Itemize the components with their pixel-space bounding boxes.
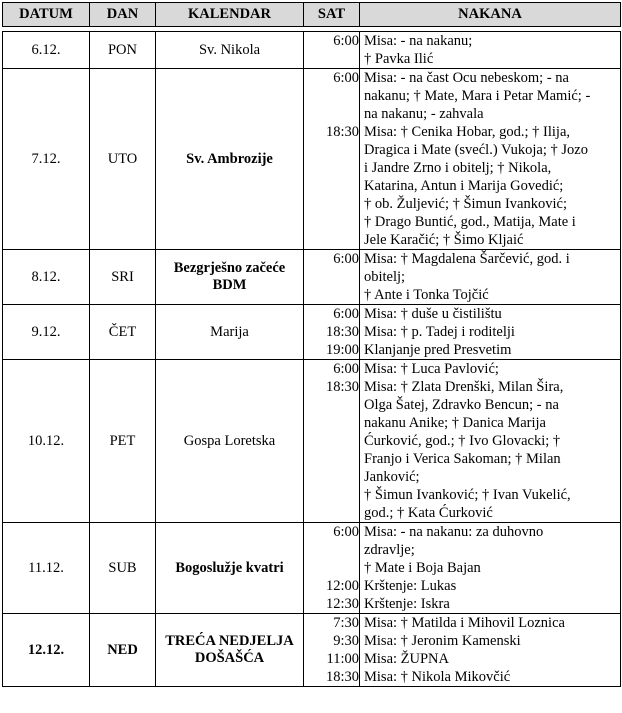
table-row: [3, 69, 621, 250]
intention-line: Misa: † Cenika Hobar, god.; † Ilija,: [364, 124, 571, 140]
time-value: [304, 486, 359, 504]
intention-line: Jele Karačić; † Šimo Kljaić: [364, 232, 524, 248]
time-value: [304, 195, 359, 213]
intention-line: Misa: ŽUPNA: [364, 651, 449, 667]
time-value: 12:00: [325, 578, 359, 594]
intention-line: Katarina, Antun i Marija Govedić;: [364, 178, 564, 194]
intention-cell: [360, 250, 621, 305]
calendar-cell: Bezgrješno začeće BDM: [156, 250, 304, 305]
time-value: 18:30: [325, 379, 359, 395]
time-value: 6:00: [333, 361, 359, 377]
time-value: 18:30: [325, 669, 359, 685]
calendar-cell: Sv. Ambrozije: [156, 69, 304, 250]
intention-line: † Ante i Tonka Tojčić: [364, 287, 489, 303]
day-cell: SRI: [90, 250, 156, 305]
time-value: 18:30: [325, 124, 359, 140]
intention-cell: [360, 69, 621, 250]
time-value: [304, 468, 359, 486]
intention-line: Misa: - na nakanu;: [364, 33, 473, 49]
time-cell: [304, 523, 360, 614]
time-cell: [304, 69, 360, 250]
time-value: 6:00: [333, 251, 359, 267]
intention-line: nakanu Anike; † Danica Marija: [364, 415, 546, 431]
calendar-cell: Sv. Nikola: [156, 32, 304, 69]
intention-cell: [360, 614, 621, 687]
intention-line: obitelj;: [364, 269, 406, 285]
intention-line: i Jandre Zrno i obitelj; † Nikola,: [364, 160, 552, 176]
intention-line: Franjo i Verica Sakoman; † Milan: [364, 451, 561, 467]
time-value: 6:00: [333, 306, 359, 322]
intention-cell: [360, 360, 621, 523]
date-cell: 8.12.: [3, 250, 90, 305]
header-kalendar: KALENDAR: [156, 3, 304, 27]
intention-line: Misa: † Magdalena Šarčević, god. i: [364, 251, 570, 267]
intention-line: Misa: † p. Tadej i roditelji: [364, 324, 515, 340]
intention-line: Misa: - na čast Ocu nebeskom; - na: [364, 70, 569, 86]
date-cell: 10.12.: [3, 360, 90, 523]
time-value: [304, 231, 359, 249]
table-row: [3, 305, 621, 360]
calendar-cell: Marija: [156, 305, 304, 360]
intention-line: Ćurković, god.; † Ivo Glovacki; †: [364, 433, 561, 449]
intention-line: † Pavka Ilić: [364, 51, 434, 67]
header-nakana: NAKANA: [360, 3, 621, 27]
day-cell: SUB: [90, 523, 156, 614]
table-row: [3, 360, 621, 523]
intention-line: Misa: - na nakanu: za duhovno: [364, 524, 544, 540]
intention-line: † ob. Žuljević; † Šimun Ivanković;: [364, 196, 567, 212]
day-cell: ČET: [90, 305, 156, 360]
date-cell: 9.12.: [3, 305, 90, 360]
intention-line: Misa: † Matilda i Mihovil Loznica: [364, 615, 565, 631]
time-value: 11:00: [326, 651, 359, 667]
time-value: [304, 541, 359, 559]
time-cell: [304, 614, 360, 687]
table-row: [3, 614, 621, 687]
intention-line: † Šimun Ivanković; † Ivan Vukelić,: [364, 487, 571, 503]
time-value: 9:30: [333, 633, 359, 649]
intention-line: zdravlje;: [364, 542, 415, 558]
intention-line: Krštenje: Lukas: [364, 578, 457, 594]
intention-line: Misa: † Jeronim Kamenski: [364, 633, 521, 649]
time-value: [304, 432, 359, 450]
intention-line: Misa: † duše u čistilištu: [364, 306, 502, 322]
time-value: [304, 396, 359, 414]
intention-line: Olga Šatej, Zdravko Bencun; - na: [364, 397, 559, 413]
day-cell: PET: [90, 360, 156, 523]
time-value: 6:00: [333, 70, 359, 86]
time-value: [304, 504, 359, 522]
header-datum: DATUM: [3, 3, 90, 27]
table-row: [3, 523, 621, 614]
schedule-body: [3, 32, 621, 687]
intention-line: Krštenje: Iskra: [364, 596, 450, 612]
time-value: [304, 159, 359, 177]
time-value: 6:00: [333, 524, 359, 540]
time-value: [304, 177, 359, 195]
time-value: [304, 268, 359, 286]
intention-line: nakanu; † Mate, Mara i Petar Mamić; -: [364, 88, 591, 104]
day-cell: NED: [90, 614, 156, 687]
intention-cell: [360, 32, 621, 69]
time-value: 7:30: [333, 615, 359, 631]
intention-line: Klanjanje pred Presvetim: [364, 342, 512, 358]
time-value: 18:30: [325, 324, 359, 340]
time-value: [304, 213, 359, 231]
date-cell: 6.12.: [3, 32, 90, 69]
intention-line: Dragica i Mate (svećl.) Vukoja; † Jozo: [364, 142, 588, 158]
time-value: [304, 87, 359, 105]
time-value: [304, 50, 359, 68]
intention-line: Misa: † Luca Pavlović;: [364, 361, 499, 377]
time-value: 12:30: [325, 596, 359, 612]
time-value: [304, 414, 359, 432]
mass-schedule-table: [2, 2, 621, 687]
intention-line: † Drago Buntić, god., Matija, Mate i: [364, 214, 576, 230]
time-cell: [304, 360, 360, 523]
intention-cell: [360, 523, 621, 614]
intention-line: god.; † Kata Ćurković: [364, 505, 493, 521]
time-value: [304, 559, 359, 577]
time-value: 19:00: [325, 342, 359, 358]
intention-line: Misa: † Zlata Drenški, Milan Šira,: [364, 379, 564, 395]
date-cell: 12.12.: [3, 614, 90, 687]
intention-line: Janković;: [364, 469, 420, 485]
header-row: [3, 3, 621, 27]
time-cell: [304, 32, 360, 69]
intention-line: na nakanu; - zahvala: [364, 106, 484, 122]
day-cell: PON: [90, 32, 156, 69]
time-value: [304, 450, 359, 468]
calendar-cell: Gospa Loretska: [156, 360, 304, 523]
time-cell: [304, 250, 360, 305]
time-value: [304, 286, 359, 304]
intention-line: † Mate i Boja Bajan: [364, 560, 481, 576]
table-row: [3, 32, 621, 69]
time-value: [304, 141, 359, 159]
day-cell: UTO: [90, 69, 156, 250]
date-cell: 7.12.: [3, 69, 90, 250]
calendar-cell: Bogoslužje kvatri: [156, 523, 304, 614]
time-value: [304, 105, 359, 123]
intention-line: Misa: † Nikola Mikovčić: [364, 669, 511, 685]
time-cell: [304, 305, 360, 360]
intention-cell: [360, 305, 621, 360]
date-cell: 11.12.: [3, 523, 90, 614]
time-value: 6:00: [333, 33, 359, 49]
table-row: [3, 250, 621, 305]
calendar-cell: TREĆA NEDJELJA DOŠAŠĆA: [156, 614, 304, 687]
header-sat: SAT: [304, 3, 360, 27]
header-dan: DAN: [90, 3, 156, 27]
